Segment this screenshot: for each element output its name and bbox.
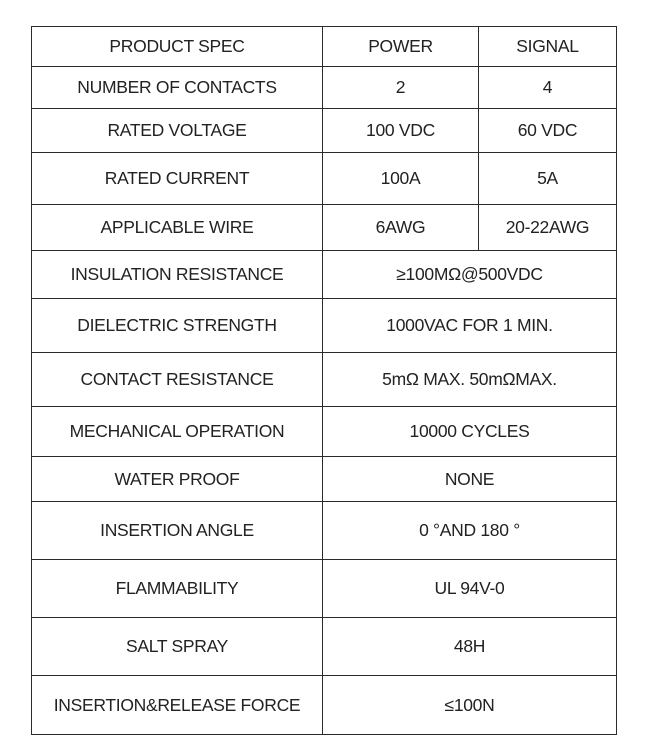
spec-value: UL 94V-0 (323, 560, 617, 618)
product-spec-table (31, 26, 617, 735)
table-row (32, 153, 617, 205)
power-value: 100 VDC (323, 109, 479, 153)
table-row (32, 676, 617, 735)
header-spec-cell: PRODUCT SPEC (32, 27, 323, 67)
power-value: 6AWG (323, 205, 479, 251)
signal-value: 60 VDC (479, 109, 617, 153)
spec-value: ≤100N (323, 676, 617, 735)
spec-value: NONE (323, 457, 617, 502)
table-row (32, 560, 617, 618)
spec-value: 0 °AND 180 ° (323, 502, 617, 560)
spec-label: DIELECTRIC STRENGTH (32, 299, 323, 353)
power-value: 2 (323, 67, 479, 109)
header-signal-cell: SIGNAL (479, 27, 617, 67)
table-row (32, 618, 617, 676)
spec-label: RATED CURRENT (32, 153, 323, 205)
signal-value: 4 (479, 67, 617, 109)
table-row (32, 205, 617, 251)
table-row (32, 407, 617, 457)
spec-label: INSERTION ANGLE (32, 502, 323, 560)
spec-label: FLAMMABILITY (32, 560, 323, 618)
spec-value: ≥100MΩ@500VDC (323, 251, 617, 299)
table-row (32, 67, 617, 109)
table-row (32, 109, 617, 153)
table-row (32, 251, 617, 299)
signal-value: 5A (479, 153, 617, 205)
table-header-row (32, 27, 617, 67)
spec-label: WATER PROOF (32, 457, 323, 502)
spec-label: SALT SPRAY (32, 618, 323, 676)
header-power-cell: POWER (323, 27, 479, 67)
spec-value: 48H (323, 618, 617, 676)
spec-label: MECHANICAL OPERATION (32, 407, 323, 457)
spec-label: NUMBER OF CONTACTS (32, 67, 323, 109)
spec-label: INSERTION&RELEASE FORCE (32, 676, 323, 735)
spec-value: 10000 CYCLES (323, 407, 617, 457)
spec-label: RATED VOLTAGE (32, 109, 323, 153)
spec-label: INSULATION RESISTANCE (32, 251, 323, 299)
spec-value: 5mΩ MAX. 50mΩMAX. (323, 353, 617, 407)
table-row (32, 299, 617, 353)
spec-label: CONTACT RESISTANCE (32, 353, 323, 407)
spec-value: 1000VAC FOR 1 MIN. (323, 299, 617, 353)
signal-value: 20-22AWG (479, 205, 617, 251)
spec-label: APPLICABLE WIRE (32, 205, 323, 251)
table-row (32, 457, 617, 502)
power-value: 100A (323, 153, 479, 205)
table-row (32, 502, 617, 560)
table-row (32, 353, 617, 407)
